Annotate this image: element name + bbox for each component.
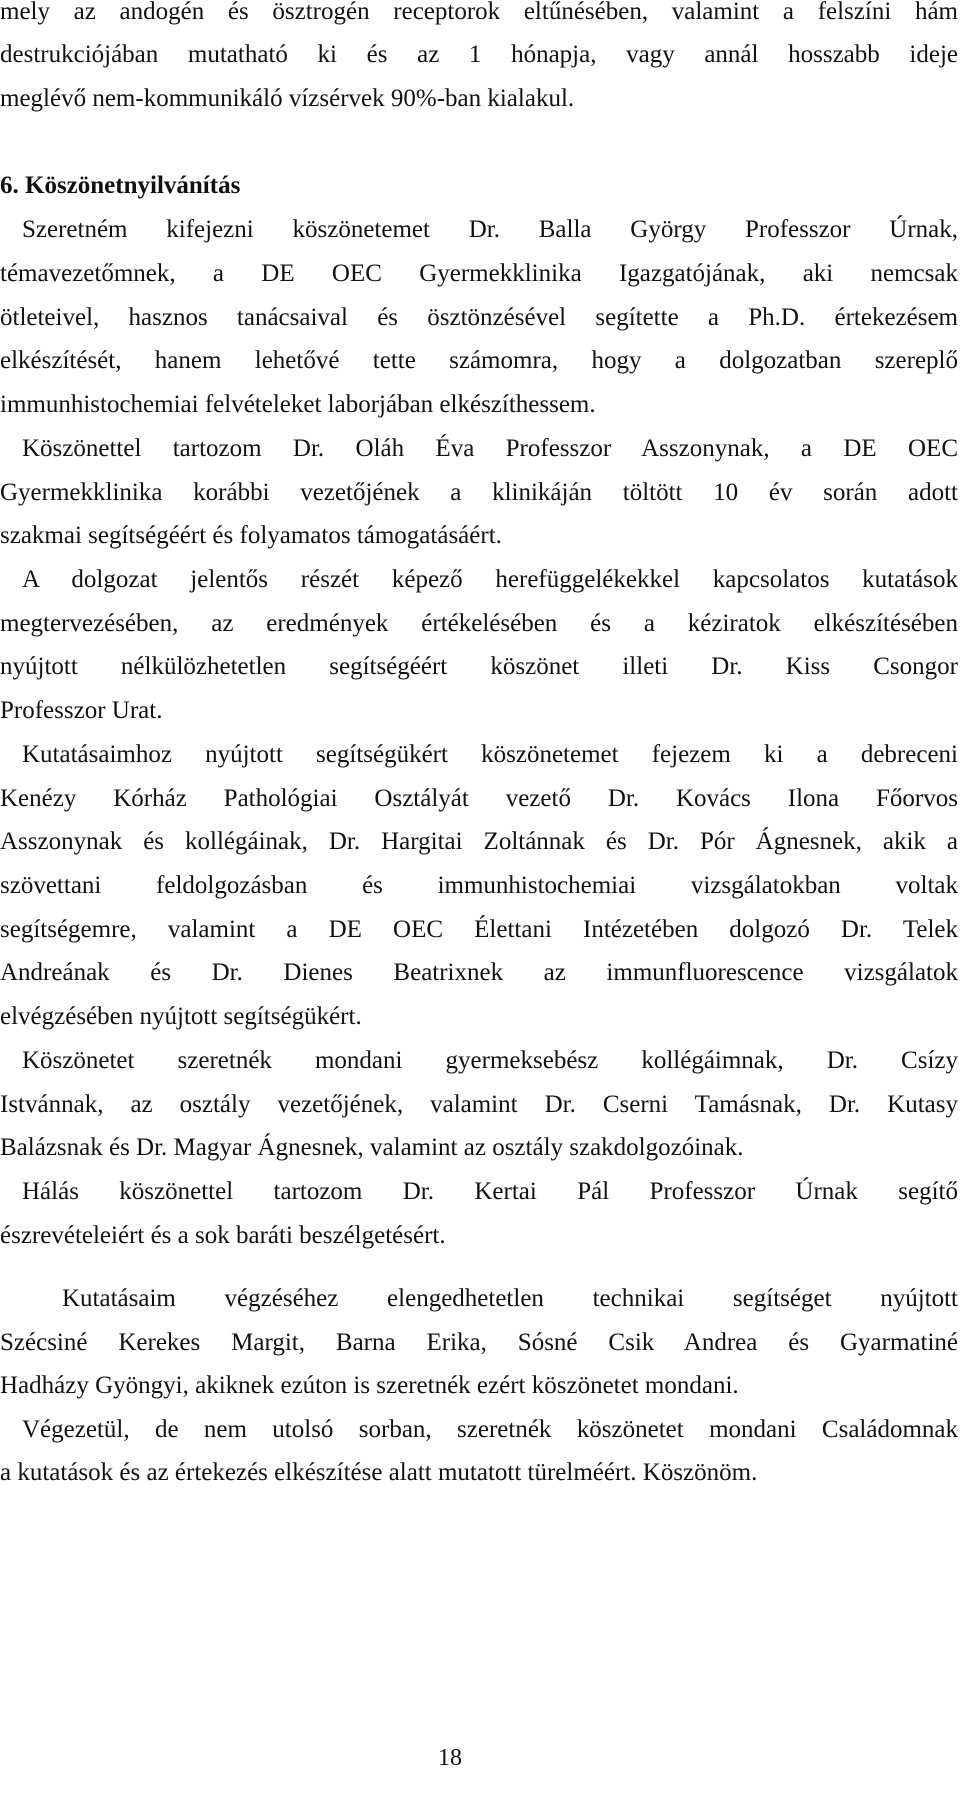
body-text-line: destrukciójában mutatható ki és az 1 hónapja, vagy annál hosszabb ideje — [0, 41, 958, 68]
section-heading: 6. Köszönetnyilvánítás — [0, 172, 241, 199]
body-text-line: meglévő nem-kommunikáló vízsérvek 90%-ban kialakul. — [0, 85, 575, 112]
body-text-line: Kutatásaim végzéséhez elengedhetetlen technikai segítséget nyújtott — [62, 1285, 958, 1312]
body-text-line: Andreának és Dr. Dienes Beatrixnek az immunfluorescence vizsgálatok — [0, 959, 958, 986]
body-text-line: Hálás köszönettel tartozom Dr. Kertai Pál Professzor Úrnak segítő — [22, 1178, 958, 1205]
body-text-line: szakmai segítségéért és folyamatos támogatásáért. — [0, 522, 502, 549]
body-text-line: Asszonynak és kollégáinak, Dr. Hargitai Zoltánnak és Dr. Pór Ágnesnek, akik a — [0, 828, 958, 855]
body-text-line: A dolgozat jelentős részét képező herefüggelékekkel kapcsolatos kutatások — [22, 566, 958, 593]
body-text-line: Köszönetet szeretnék mondani gyermeksebész kollégáimnak, Dr. Csízy — [22, 1047, 958, 1074]
body-text-line: immunhistochemiai felvételeket laborjában elkészíthessem. — [0, 391, 596, 418]
body-text-line: észrevételeiért és a sok baráti beszélgetésért. — [0, 1222, 446, 1249]
body-text-line: Hadházy Gyöngyi, akiknek ezúton is szeretnék ezért köszönetet mondani. — [0, 1372, 739, 1399]
body-text-line: Szeretném kifejezni köszönetemet Dr. Balla György Professzor Úrnak, — [22, 216, 958, 243]
body-text-line: Szécsiné Kerekes Margit, Barna Erika, Sósné Csik Andrea és Gyarmatiné — [0, 1329, 958, 1356]
body-text-line: Gyermekklinika korábbi vezetőjének a klinikáján töltött 10 év során adott — [0, 479, 958, 506]
page-number: 18 — [438, 1745, 462, 1771]
body-text-line: Istvánnak, az osztály vezetőjének, valamint Dr. Cserni Tamásnak, Dr. Kutasy — [0, 1091, 958, 1118]
body-text-line: Kenézy Kórház Pathológiai Osztályát vezető Dr. Kovács Ilona Főorvos — [0, 785, 958, 812]
body-text-line: Végezetül, de nem utolsó sorban, szeretnék köszönetet mondani Családomnak — [22, 1416, 958, 1443]
body-text-line: nyújtott nélkülözhetetlen segítségéért köszönet illeti Dr. Kiss Csongor — [0, 653, 958, 680]
body-text-line: megtervezésében, az eredmények értékelésében és a kéziratok elkészítésében — [0, 610, 958, 637]
body-text-line: elvégzésében nyújtott segítségükért. — [0, 1003, 362, 1030]
body-text-line: Balázsnak és Dr. Magyar Ágnesnek, valamint az osztály szakdolgozóinak. — [0, 1134, 744, 1161]
body-text-line: Kutatásaimhoz nyújtott segítségükért köszönetemet fejezem ki a debreceni — [22, 741, 958, 768]
body-text-line: segítségemre, valamint a DE OEC Élettani Intézetében dolgozó Dr. Telek — [0, 916, 958, 943]
body-text-line: a kutatások és az értekezés elkészítése alatt mutatott türelméért. Köszönöm. — [0, 1459, 758, 1486]
body-text-line: mely az andogén és ösztrogén receptorok eltűnésében, valamint a felszíni hám — [0, 0, 958, 25]
body-text-line: Köszönettel tartozom Dr. Oláh Éva Professzor Asszonynak, a DE OEC — [22, 435, 958, 462]
body-text-line: szövettani feldolgozásban és immunhistochemiai vizsgálatokban voltak — [0, 872, 958, 899]
body-text-line: Professzor Urat. — [0, 697, 163, 724]
body-text-line: témavezetőmnek, a DE OEC Gyermekklinika Igazgatójának, aki nemcsak — [0, 260, 958, 287]
body-text-line: ötleteivel, hasznos tanácsaival és ösztönzésével segítette a Ph.D. értekezésem — [0, 304, 958, 331]
body-text-line: elkészítését, hanem lehetővé tette számomra, hogy a dolgozatban szereplő — [0, 347, 958, 374]
